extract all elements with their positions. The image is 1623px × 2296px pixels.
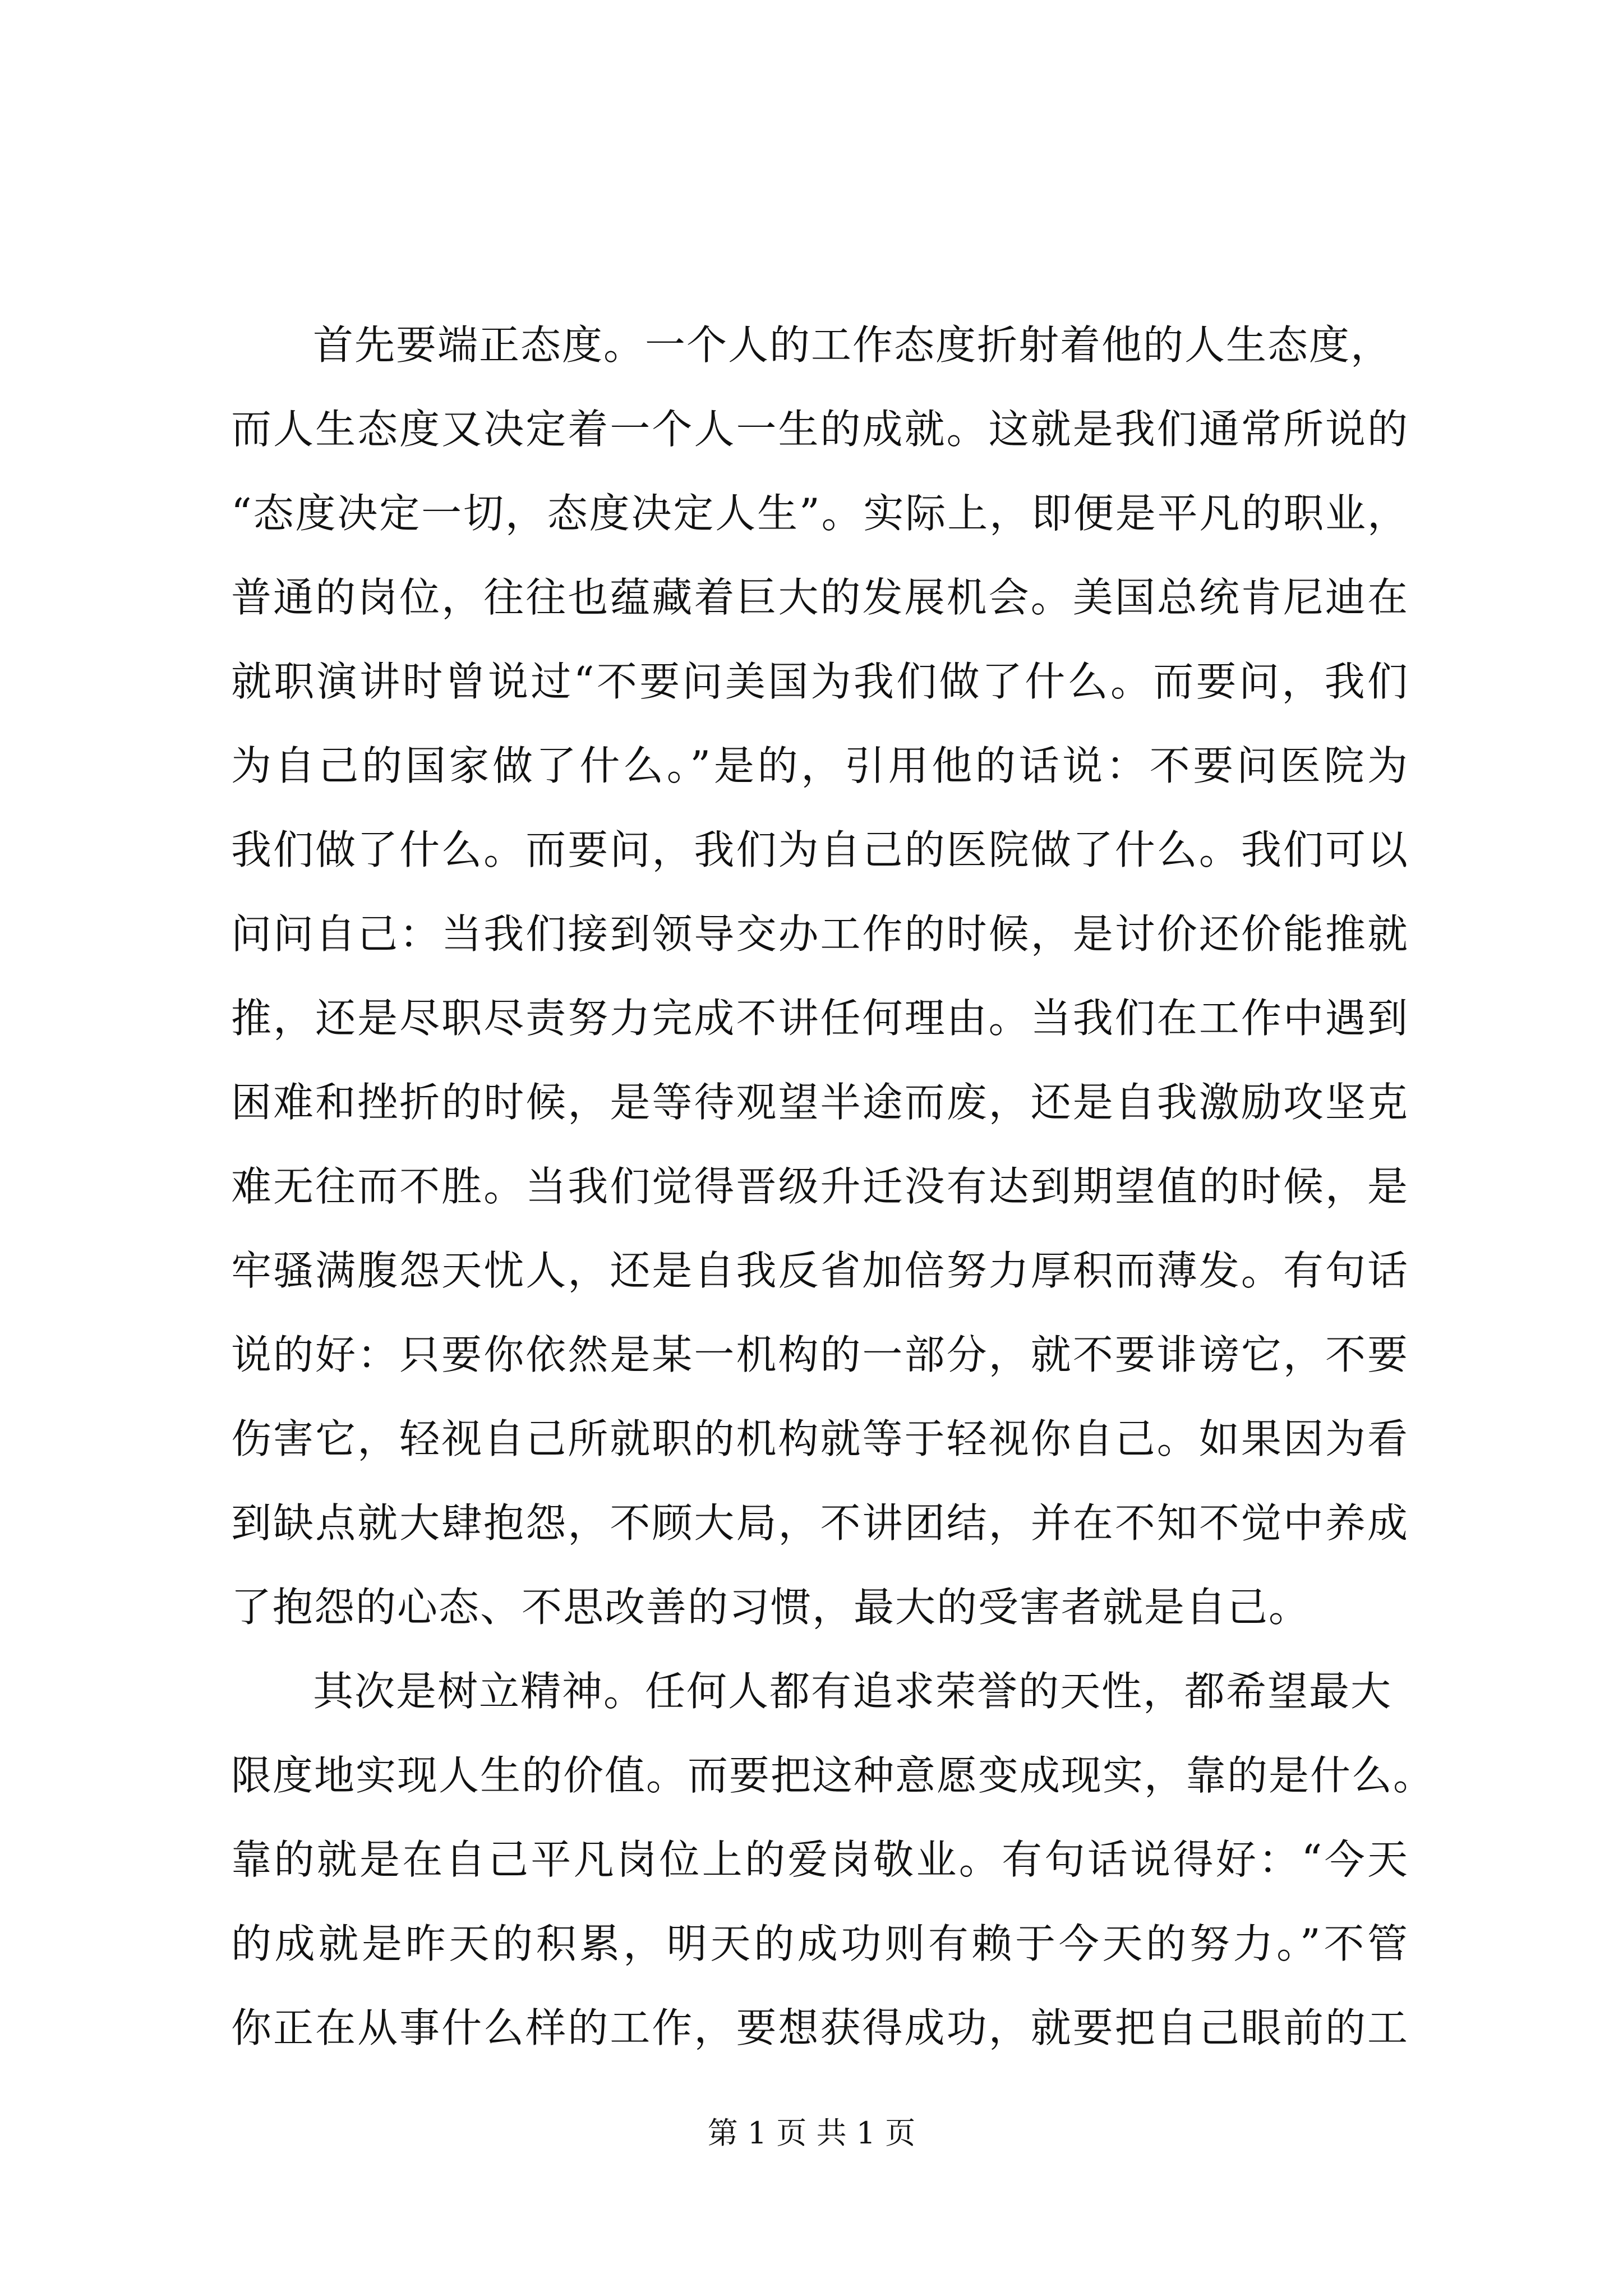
text-line: “态度决定一切，态度决定人生”。实际上，即便是平凡的职业， bbox=[231, 490, 1409, 537]
text-line: 而人生态度又决定着一个人一生的成就。这就是我们通常所说的 bbox=[231, 406, 1409, 453]
text-line: 为自己的国家做了什么。”是的，引用他的话说：不要问医院为 bbox=[231, 742, 1409, 789]
text-line: 你正在从事什么样的工作，要想获得成功，就要把自己眼前的工 bbox=[231, 2004, 1409, 2051]
text-line: 首先要端正态度。一个人的工作态度折射着他的人生态度， bbox=[313, 321, 1393, 369]
text-line: 其次是树立精神。任何人都有追求荣誉的天性，都希望最大 bbox=[313, 1668, 1393, 1715]
text-line: 的成就是昨天的积累，明天的成功则有赖于今天的努力。”不管 bbox=[231, 1920, 1409, 1967]
text-line: 牢骚满腹怨天忧人，还是自我反省加倍努力厚积而薄发。有句话 bbox=[231, 1247, 1409, 1294]
text-line: 问问自己：当我们接到领导交办工作的时候，是讨价还价能推就 bbox=[231, 910, 1409, 958]
text-line: 靠的就是在自己平凡岗位上的爱岗敬业。有句话说得好：“今天 bbox=[231, 1836, 1409, 1883]
text-line: 伤害它，轻视自己所就职的机构就等于轻视你自己。如果因为看 bbox=[231, 1415, 1409, 1462]
text-line: 推，还是尽职尽责努力完成不讲任何理由。当我们在工作中遇到 bbox=[231, 995, 1409, 1042]
text-line: 限度地实现人生的价值。而要把这种意愿变成现实，靠的是什么。 bbox=[231, 1752, 1435, 1799]
text-line: 就职演讲时曾说过“不要问美国为我们做了什么。而要问，我们 bbox=[231, 658, 1409, 705]
text-line: 普通的岗位，往往也蕴藏着巨大的发展机会。美国总统肯尼迪在 bbox=[231, 574, 1409, 621]
text-line: 到缺点就大肆抱怨，不顾大局，不讲团结，并在不知不觉中养成 bbox=[231, 1499, 1409, 1547]
text-line: 困难和挫折的时候，是等待观望半途而废，还是自我激励攻坚克 bbox=[231, 1079, 1409, 1126]
text-line: 我们做了什么。而要问，我们为自己的医院做了什么。我们可以 bbox=[231, 826, 1409, 873]
text-line: 说的好：只要你依然是某一机构的一部分，就不要诽谤它，不要 bbox=[231, 1331, 1409, 1378]
text-line: 了抱怨的心态、不思改善的习惯，最大的受害者就是自己。 bbox=[231, 1584, 1311, 1631]
text-line: 难无往而不胜。当我们觉得晋级升迁没有达到期望值的时候，是 bbox=[231, 1163, 1409, 1210]
page-footer: 第 1 页 共 1 页 bbox=[707, 2115, 916, 2151]
